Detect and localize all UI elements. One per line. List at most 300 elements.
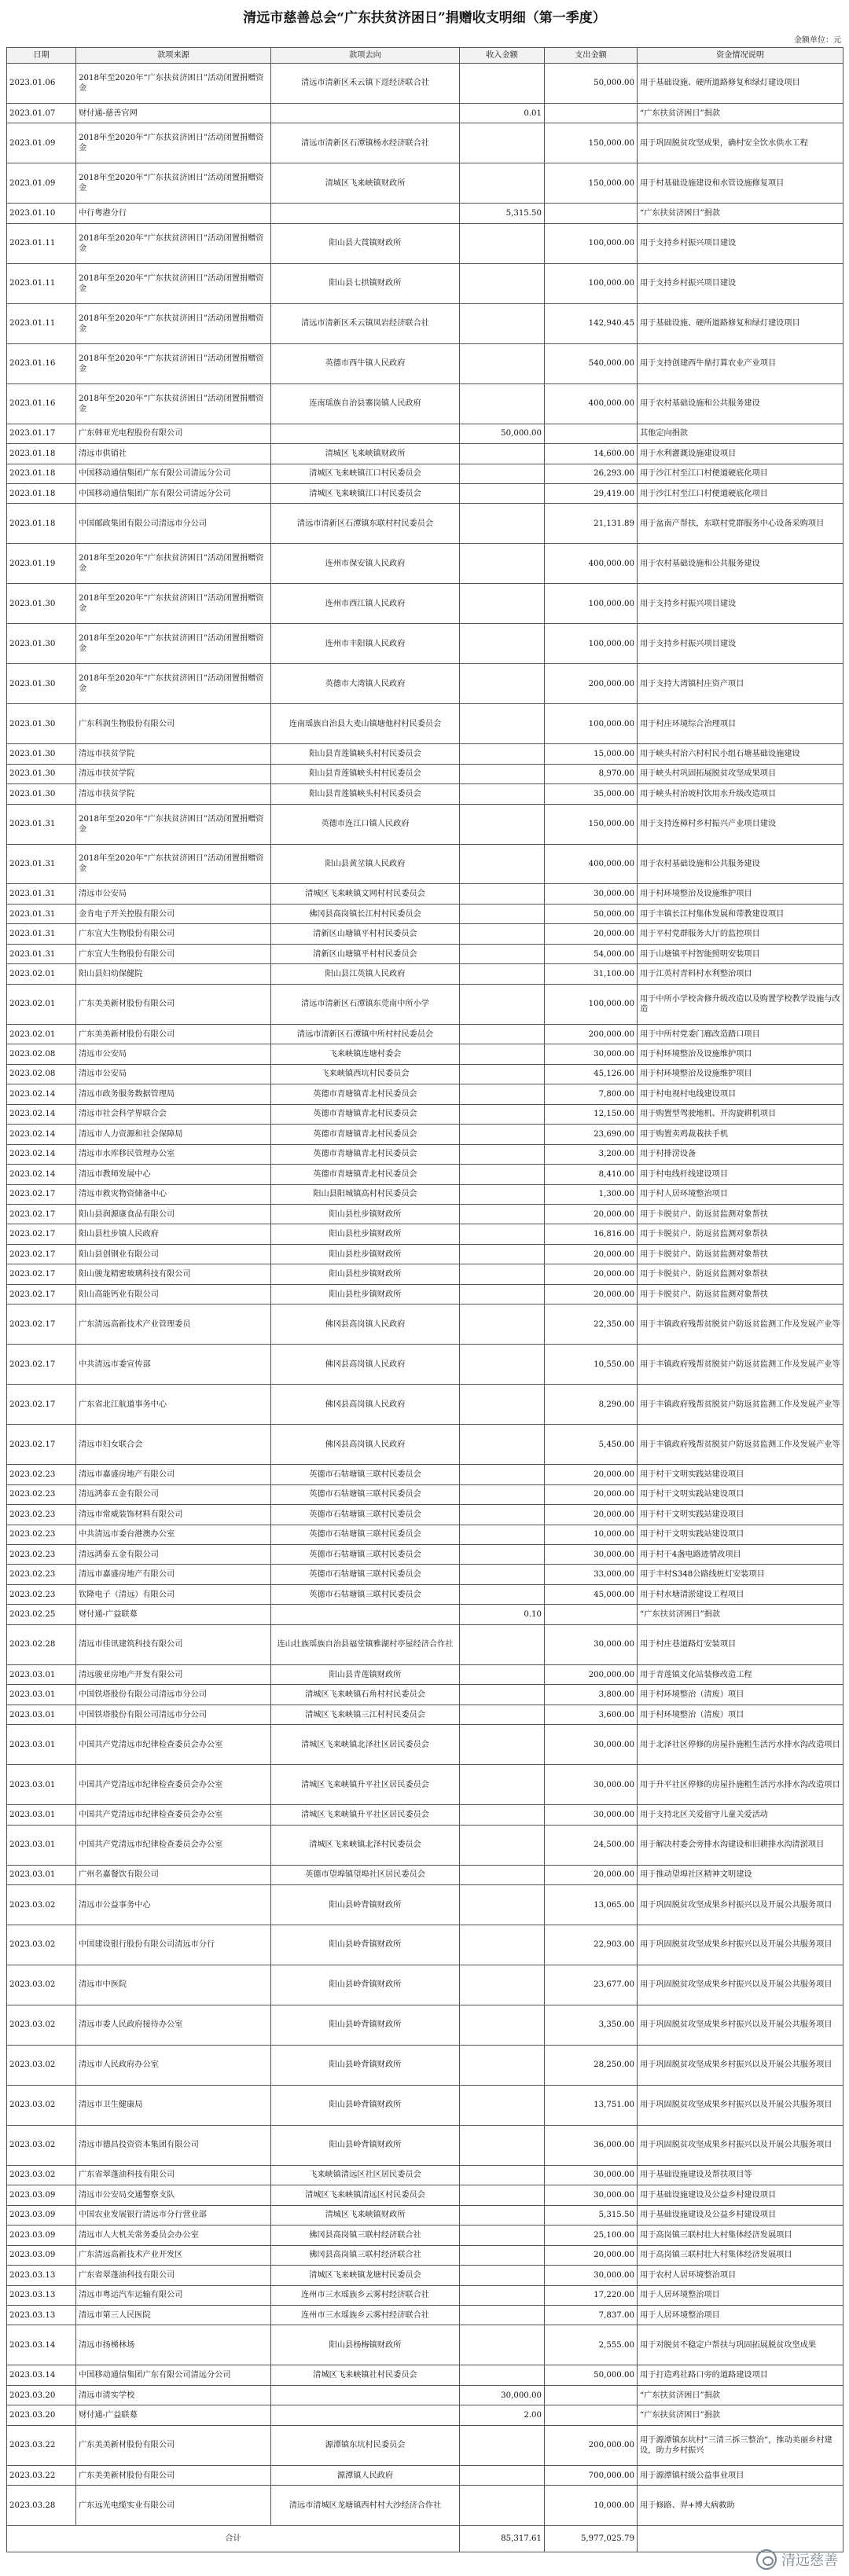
unit-label: 金额单位：元 (794, 36, 841, 45)
cell-date: 2023.01.18 (7, 444, 76, 464)
cell-source: 清远市人力资源和社会保障局 (76, 1125, 271, 1144)
cell-date: 2023.01.30 (7, 664, 76, 704)
cell-note: 用于青莲镇文化站装修改造工程 (638, 1664, 843, 1684)
cell-date: 2023.01.11 (7, 223, 76, 263)
cell-date: 2023.01.10 (7, 204, 76, 223)
cell-note: 用于水利灌溉设施建设项目 (638, 444, 843, 464)
cell-income (460, 64, 545, 104)
cell-income (460, 1125, 545, 1144)
cell-note: 用于村干4盏电路迹情改项目 (638, 1545, 843, 1565)
cell-expense: 31,100.00 (545, 964, 638, 984)
cell-source: 广东清远高新技术产业开发区 (76, 2245, 271, 2265)
cell-note: 用于丰镇政府残帮贫脱贫户防返贫监测工作及发展产业等 (638, 1425, 843, 1465)
table-row (7, 163, 843, 204)
cell-source: 广州名嘉餐饮有限公司 (76, 1865, 271, 1884)
table-row (7, 383, 843, 424)
cell-destination: 英德市大湾镇人民政府 (271, 664, 460, 704)
table-row (7, 1244, 843, 1264)
cell-income (460, 2285, 545, 2305)
cell-note: 用于巩固脱贫攻坚成果，确村安全饮水供水工程 (638, 123, 843, 163)
cell-destination: 源潭镇人民政府 (271, 2465, 460, 2485)
cell-date: 2023.01.06 (7, 64, 76, 104)
table-row (7, 844, 843, 884)
table-row (7, 343, 843, 383)
cell-note: 用于打造鸡社路口旁的道路建设项目 (638, 2365, 843, 2385)
table-row (7, 223, 843, 263)
cell-date: 2023.02.01 (7, 984, 76, 1024)
header-date: 日期 (7, 48, 76, 64)
cell-date: 2023.02.17 (7, 1284, 76, 1304)
cell-expense (545, 2385, 638, 2405)
table-row (7, 1264, 843, 1284)
cell-income (460, 1805, 545, 1825)
table-row (7, 2486, 843, 2526)
table-row (7, 1765, 843, 1805)
table-row (7, 504, 843, 544)
cell-income (460, 2325, 545, 2365)
cell-date: 2023.03.02 (7, 1925, 76, 1965)
cell-destination: 飞来峡镇连塘村委会 (271, 1044, 460, 1064)
cell-expense: 33,000.00 (545, 1565, 638, 1584)
cell-expense: 22,350.00 (545, 1305, 638, 1345)
cell-income (460, 884, 545, 904)
cell-source: 2018年至2020年“广东扶贫济困日”活动闭置捐赠资金 (76, 804, 271, 844)
cell-note: 用于基础设施建设及公益乡村建设项目 (638, 2185, 843, 2205)
cell-destination: 连山壮族瑶族自治县福堂镇雅湖村亭屋经济合作社 (271, 1624, 460, 1664)
cell-destination (271, 2405, 460, 2425)
cell-expense: 400,000.00 (545, 544, 638, 584)
cell-note: 用于丰镇政府残帮贫脱贫户防返贫监测工作及发展产业等 (638, 1385, 843, 1425)
cell-date: 2023.03.14 (7, 2365, 76, 2385)
table-row (7, 1885, 843, 1925)
cell-note: 用于修路、羿+博大病救助 (638, 2486, 843, 2526)
table-row (7, 2005, 843, 2045)
cell-note: 用于基础设施、硬所道路修复和绿灯建设项目 (638, 64, 843, 104)
cell-note: 用于山塘镇平村智能照明安装项目 (638, 944, 843, 963)
cell-note: 用于支持乡村振兴项目建设 (638, 263, 843, 303)
cell-income: 5,315.50 (460, 204, 545, 223)
cell-expense: 22,903.00 (545, 1925, 638, 1965)
cell-expense: 142,940.45 (545, 303, 638, 343)
cell-date: 2023.02.23 (7, 1525, 76, 1544)
cell-income (460, 1244, 545, 1264)
table-row (7, 1084, 843, 1104)
cell-note: 用于卡脱贫户、防返贫监测对象帮扶 (638, 1244, 843, 1264)
cell-income (460, 2486, 545, 2526)
cell-source: 清远市人民政府办公室 (76, 2045, 271, 2085)
table-row (7, 464, 843, 483)
table-row (7, 1184, 843, 1204)
cell-date: 2023.03.01 (7, 1765, 76, 1805)
table-row (7, 744, 843, 764)
cell-note: 用于中所小学校舍修升级改造以及购置学校教学设施与改造 (638, 984, 843, 1024)
header-source: 款项来源 (76, 48, 271, 64)
table-row (7, 2045, 843, 2085)
cell-source: 清远市嘉盛房地产有限公司 (76, 1465, 271, 1484)
cell-expense: 20,000.00 (545, 924, 638, 944)
cell-destination (271, 424, 460, 443)
cell-note: “广东扶贫济困日”捐款 (638, 204, 843, 223)
cell-note: 用于村干文明实践站建设项目 (638, 1505, 843, 1525)
cell-destination: 阳山县青莲镇峡头村村民委员会 (271, 784, 460, 804)
cell-date: 2023.02.08 (7, 1064, 76, 1084)
cell-expense: 45,126.00 (545, 1064, 638, 1084)
watermark (756, 2549, 838, 2570)
cell-source: 中国共产党清远市纪律检查委员会办公室 (76, 1765, 271, 1805)
cell-source: 清远鸿泰五金有限公司 (76, 1484, 271, 1504)
cell-source: 广东韩亚光电程股份有限公司 (76, 424, 271, 443)
cell-destination: 连州市三水瑶族乡云雾村经济联合社 (271, 2306, 460, 2325)
cell-expense: 1,300.00 (545, 1184, 638, 1204)
cell-income (460, 504, 545, 544)
cell-destination: 英德市青塘镇青北村民委员会 (271, 1165, 460, 1184)
cell-note: 用于村干文明实践站建设项目 (638, 1465, 843, 1484)
cell-source: 中国共产党清远市纪律检查委员会办公室 (76, 1805, 271, 1825)
cell-destination: 阳山县七拱镇财政所 (271, 263, 460, 303)
table-row (7, 1505, 843, 1525)
cell-note: 用于村庄环境综合治理项目 (638, 704, 843, 744)
cell-source: 广东清远高新技术产业管理委员 (76, 1305, 271, 1345)
cell-note: 用于巩固脱贫攻坚成果乡村振兴以及开展公共服务项目 (638, 1965, 843, 2005)
table-row (7, 1284, 843, 1304)
cell-expense: 8,970.00 (545, 764, 638, 783)
cell-source: 阳山县创钢业有限公司 (76, 1244, 271, 1264)
cell-destination: 连南瑶族自治县寨岗镇人民政府 (271, 383, 460, 424)
cell-note: 用于支持乡村振兴项目建设 (638, 223, 843, 263)
cell-destination: 清新区山塘镇平村村民委员会 (271, 924, 460, 944)
cell-destination: 阳山县岭背镇财政所 (271, 1925, 460, 1965)
cell-source: 清远市佳讯建筑科技有限公司 (76, 1624, 271, 1664)
cell-income (460, 444, 545, 464)
cell-source: 清远市德昌投资资本集团有限公司 (76, 2125, 271, 2165)
table-row (7, 2185, 843, 2205)
cell-expense: 28,250.00 (545, 2045, 638, 2085)
cell-destination: 英德市青塘镇青北村民委员会 (271, 1104, 460, 1124)
cell-date: 2023.02.23 (7, 1465, 76, 1484)
cell-destination: 连南瑶族自治县大麦山镇塘他村村民委员会 (271, 704, 460, 744)
table-row (7, 1685, 843, 1704)
cell-income (460, 263, 545, 303)
cell-income (460, 163, 545, 204)
cell-source: 广东远光电缆实业有限公司 (76, 2486, 271, 2526)
table-row (7, 444, 843, 464)
cell-note: 用于丰镇长江村集体发展和带教建设项目 (638, 904, 843, 923)
cell-source: 阳山县妇幼保健院 (76, 964, 271, 984)
table-row (7, 1704, 843, 1724)
cell-date: 2023.03.01 (7, 1865, 76, 1884)
table-row (7, 1104, 843, 1124)
cell-income (460, 2245, 545, 2265)
table-row (7, 944, 843, 963)
table-row (7, 1465, 843, 1484)
cell-income (460, 2365, 545, 2385)
cell-destination: 连州市丰阳镇人民政府 (271, 624, 460, 664)
cell-income (460, 1165, 545, 1184)
cell-note: 用于巩固脱贫攻坚成果乡村振兴以及开展公共服务项目 (638, 2005, 843, 2045)
table-row (7, 103, 843, 123)
cell-destination: 阳山县青莲镇峡头村村民委员会 (271, 764, 460, 783)
cell-source: 中国共产党清远市纪律检查委员会办公室 (76, 1725, 271, 1765)
cell-expense: 100,000.00 (545, 984, 638, 1024)
cell-date: 2023.02.14 (7, 1125, 76, 1144)
cell-expense (545, 1605, 638, 1624)
cell-income: 50,000.00 (460, 424, 545, 443)
cell-destination: 阳山县青莲镇峡头村村民委员会 (271, 744, 460, 764)
cell-destination: 佛冈县高岗镇三联村经济联合社 (271, 2245, 460, 2265)
table-row (7, 2205, 843, 2225)
cell-destination: 英德市青塘镇青北村民委员会 (271, 1125, 460, 1144)
cell-source: 清远市粤运汽车运输有限公司 (76, 2285, 271, 2305)
cell-source: 清远市公安局 (76, 1044, 271, 1064)
table-row (7, 1425, 843, 1465)
table-header-row (7, 48, 843, 64)
table-row (7, 2085, 843, 2125)
cell-source: 2018年至2020年“广东扶贫济困日”活动闭置捐赠资金 (76, 303, 271, 343)
cell-note: 其他定向捐款 (638, 424, 843, 443)
cell-source: 清远市扶贫学院 (76, 784, 271, 804)
cell-income (460, 1345, 545, 1385)
cell-note: 用于支持连樟村乡村振兴产业项目建设 (638, 804, 843, 844)
cell-source: 清远鸿泰五金有限公司 (76, 1545, 271, 1565)
cell-income (460, 2125, 545, 2165)
cell-destination: 英德市石牯塘镇三联村民委员会 (271, 1584, 460, 1604)
cell-expense: 3,350.00 (545, 2005, 638, 2045)
cell-destination: 阳山县杜步镇财政所 (271, 1224, 460, 1244)
cell-source: 清远市水库移民管理办公室 (76, 1144, 271, 1164)
cell-note: 用于平村党群服务大厅的监控项目 (638, 924, 843, 944)
cell-date: 2023.03.09 (7, 2226, 76, 2245)
cell-source: 清远骏亚房地产开发有限公司 (76, 1664, 271, 1684)
table-row (7, 2165, 843, 2185)
table-row (7, 1484, 843, 1504)
cell-expense: 5,450.00 (545, 1425, 638, 1465)
cell-date: 2023.02.14 (7, 1144, 76, 1164)
cell-destination: 清城区飞来峡镇财政所 (271, 444, 460, 464)
cell-source: 财付通-慈善官网 (76, 103, 271, 123)
cell-note: 用于沙江村至江口村便道硬底化项目 (638, 483, 843, 503)
cell-note: 用于巩固脱贫攻坚成果乡村振兴以及开展公共服务项目 (638, 2125, 843, 2165)
cell-date: 2023.03.02 (7, 2045, 76, 2085)
cell-expense: 23,690.00 (545, 1125, 638, 1144)
cell-income: 2.00 (460, 2405, 545, 2425)
cell-expense: 540,000.00 (545, 343, 638, 383)
cell-date: 2023.03.20 (7, 2385, 76, 2405)
cell-date: 2023.01.30 (7, 704, 76, 744)
cell-destination: 连州市三水瑶族乡云雾村经济联合社 (271, 2285, 460, 2305)
cell-income (460, 1765, 545, 1805)
cell-source: 清远市委人民政府接待办公室 (76, 2005, 271, 2045)
cell-date: 2023.03.22 (7, 2425, 76, 2465)
table-row (7, 884, 843, 904)
cell-note: 用于北泽社区停修的房屋扑施粗生活污水排水沟改造项目 (638, 1725, 843, 1765)
table-row (7, 1064, 843, 1084)
cell-source: 2018年至2020年“广东扶贫济困日”活动闭置捐赠资金 (76, 343, 271, 383)
cell-date: 2023.02.23 (7, 1565, 76, 1584)
table-row (7, 964, 843, 984)
cell-income (460, 744, 545, 764)
table-row (7, 1725, 843, 1765)
cell-source: 钦隆电子（清远）有限公司 (76, 1584, 271, 1604)
table-row (7, 1305, 843, 1345)
cell-note: 用于基础设施建设及帮扶项目等 (638, 2165, 843, 2185)
table-row (7, 1385, 843, 1425)
cell-income (460, 804, 545, 844)
table-row (7, 904, 843, 923)
cell-source: 清远市嘉盛房地产有限公司 (76, 1565, 271, 1584)
cell-date: 2023.02.23 (7, 1505, 76, 1525)
cell-expense: 30,000.00 (545, 1725, 638, 1765)
cell-expense: 50,000.00 (545, 2365, 638, 2385)
cell-destination: 英德市青塘镇青北村民委员会 (271, 1144, 460, 1164)
cell-date: 2023.02.17 (7, 1425, 76, 1465)
cell-income (460, 1224, 545, 1244)
cell-date: 2023.01.31 (7, 924, 76, 944)
table-row (7, 1204, 843, 1224)
cell-expense: 15,000.00 (545, 744, 638, 764)
cell-source: 清远市扬梯林场 (76, 2325, 271, 2365)
cell-date: 2023.03.20 (7, 2405, 76, 2425)
cell-note: 用于村排涝设备 (638, 1144, 843, 1164)
cell-destination: 清城区飞来峡镇北泽社区居民委员会 (271, 1725, 460, 1765)
cell-expense: 20,000.00 (545, 1244, 638, 1264)
cell-income (460, 464, 545, 483)
cell-destination: 阳山县岭背镇财政所 (271, 2045, 460, 2085)
cell-income: 0.10 (460, 1605, 545, 1624)
cell-destination: 清远市清新区禾云镇下逕经济联合社 (271, 64, 460, 104)
cell-date: 2023.01.31 (7, 944, 76, 963)
cell-income (460, 1044, 545, 1064)
table-row (7, 2425, 843, 2465)
cell-date: 2023.02.17 (7, 1305, 76, 1345)
table-row (7, 1965, 843, 2005)
cell-income (460, 2425, 545, 2465)
cell-note: 用于村干文明实践站建设项目 (638, 1484, 843, 1504)
table-row (7, 123, 843, 163)
cell-income (460, 303, 545, 343)
cell-income (460, 1104, 545, 1124)
cell-expense: 30,000.00 (545, 1545, 638, 1565)
cell-note: 用于卡脱贫户、防返贫监测对象帮扶 (638, 1204, 843, 1224)
cell-destination: 清城区飞来峡镇江口村民委员会 (271, 483, 460, 503)
cell-income (460, 1624, 545, 1664)
cell-date: 2023.03.01 (7, 1725, 76, 1765)
cell-date: 2023.03.02 (7, 2005, 76, 2045)
cell-income (460, 1664, 545, 1684)
cell-income (460, 1725, 545, 1765)
cell-income (460, 2185, 545, 2205)
table-row (7, 1125, 843, 1144)
cell-income (460, 2266, 545, 2285)
cell-note: 用于丰村S348公路线桩灯安装项目 (638, 1565, 843, 1584)
cell-destination: 清远市清新区石潭镇杨水经济联合社 (271, 123, 460, 163)
cell-expense: 3,200.00 (545, 1144, 638, 1164)
cell-date: 2023.02.14 (7, 1104, 76, 1124)
cell-income (460, 1204, 545, 1224)
cell-expense: 24,500.00 (545, 1825, 638, 1865)
cell-source: 广东美美新材股份有限公司 (76, 2465, 271, 2485)
cell-destination: 清城区飞来峡镇社村民委员会 (271, 2365, 460, 2385)
cell-source: 清远市供销社 (76, 444, 271, 464)
table-row (7, 1605, 843, 1624)
cell-destination: 英德市石牯塘镇三联村民委员会 (271, 1505, 460, 1525)
cell-expense: 150,000.00 (545, 804, 638, 844)
cell-date: 2023.03.02 (7, 2165, 76, 2185)
cell-income (460, 1545, 545, 1565)
cell-date: 2023.03.02 (7, 1885, 76, 1925)
cell-note: 用于村基础设施建设和水管设施修复项目 (638, 163, 843, 204)
cell-destination: 佛冈县高岗镇人民政府 (271, 1385, 460, 1425)
table-row (7, 1044, 843, 1064)
cell-source: 清远市常威装饰材料有限公司 (76, 1505, 271, 1525)
cell-date: 2023.01.31 (7, 884, 76, 904)
cell-destination: 英德市石牯塘镇三联村民委员会 (271, 1565, 460, 1584)
cell-destination: 清远市清新区石潭镇东莞南中所小学 (271, 984, 460, 1024)
cell-expense: 100,000.00 (545, 263, 638, 303)
cell-destination: 清城区飞来峡镇财政所 (271, 163, 460, 204)
cell-date: 2023.03.13 (7, 2266, 76, 2285)
cell-destination: 阳山县黄坌镇人民政府 (271, 844, 460, 884)
cell-destination: 清城区飞来峡镇江口村民委员会 (271, 464, 460, 483)
cell-source: 中国农业发展银行清远市分行营业部 (76, 2205, 271, 2225)
cell-income (460, 1484, 545, 1504)
cell-date: 2023.03.28 (7, 2486, 76, 2526)
table-row (7, 2306, 843, 2325)
table-row (7, 1545, 843, 1565)
cell-note: 用于丰镇政府残帮贫脱贫户防返贫监测工作及发展产业等 (638, 1305, 843, 1345)
cell-expense: 150,000.00 (545, 123, 638, 163)
cell-date: 2023.03.01 (7, 1685, 76, 1704)
cell-expense: 20,000.00 (545, 2245, 638, 2265)
cell-note: 用于沙江村至江口村便道硬底化项目 (638, 464, 843, 483)
cell-expense: 30,000.00 (545, 1624, 638, 1664)
cell-note: 用于村环境整治（清废）项目 (638, 1704, 843, 1724)
table-row (7, 1805, 843, 1825)
cell-income (460, 2165, 545, 2185)
cell-expense: 45,000.00 (545, 1584, 638, 1604)
cell-note: 用于升平社区停修的房屋扑施粗生活污水排水沟改造项目 (638, 1765, 843, 1805)
cell-expense: 100,000.00 (545, 624, 638, 664)
cell-source: 2018年至2020年“广东扶贫济困日”活动闭置捐赠资金 (76, 544, 271, 584)
table-row (7, 2325, 843, 2365)
header-income: 收入金额 (460, 48, 545, 64)
cell-note: 用于农村基础设施和公共服务建设 (638, 383, 843, 424)
cell-source: 中行粤港分行 (76, 204, 271, 223)
cell-note: 用于丰镇政府残帮贫脱贫户防返贫监测工作及发展产业等 (638, 1345, 843, 1385)
cell-destination: 清远市清新区禾云镇凤岩经济联合社 (271, 303, 460, 343)
cell-destination: 阳山县杜步镇财政所 (271, 1284, 460, 1304)
cell-source: 2018年至2020年“广东扶贫济困日”活动闭置捐赠资金 (76, 844, 271, 884)
cell-date: 2023.03.09 (7, 2185, 76, 2205)
cell-destination: 阳山县岭背镇财政所 (271, 2085, 460, 2125)
cell-date: 2023.01.19 (7, 544, 76, 584)
cell-destination: 阳山县青莲镇财政所 (271, 1664, 460, 1684)
cell-income (460, 123, 545, 163)
cell-destination: 阳山县江英镇人民政府 (271, 964, 460, 984)
cell-expense: 36,000.00 (545, 2125, 638, 2165)
cell-expense: 29,419.00 (545, 483, 638, 503)
cell-destination: 阳山县阳城镇高村村民委员会 (271, 1184, 460, 1204)
cell-expense: 100,000.00 (545, 584, 638, 624)
cell-date: 2023.01.31 (7, 804, 76, 844)
cell-source: 广东美美新材股份有限公司 (76, 2425, 271, 2465)
total-income: 85,317.61 (460, 2526, 545, 2552)
table-row (7, 984, 843, 1024)
cell-note: 用于巩固脱贫攻坚成果乡村振兴以及开展公共服务项目 (638, 1885, 843, 1925)
cell-source: 清远市公安局交通警察支队 (76, 2185, 271, 2205)
total-expense: 5,977,025.79 (545, 2526, 638, 2552)
cell-destination: 飞来峡镇清远区社区居民委员会 (271, 2165, 460, 2185)
cell-source: 财付通-广益联募 (76, 2405, 271, 2425)
